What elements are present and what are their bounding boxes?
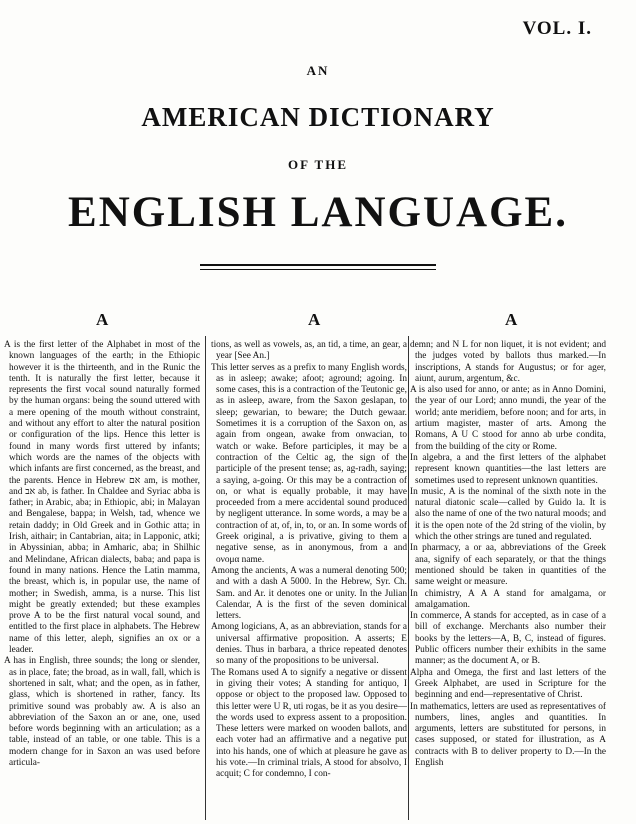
- column-letter-2: A: [308, 310, 321, 329]
- entry-paragraph: Alpha and Omega, the first and last letters of the Greek Alphabet, are used in Scripture for the beginning and end—representative of Christ.: [410, 667, 606, 701]
- entry-paragraph: In commerce, A stands for accepted, as in case of a bill of exchange. Merchants also number their books by the letters—A, B, C, instead of figures. Public officers number their exhibits in the same manner; as the document A, or B.: [410, 611, 606, 667]
- entry-paragraph: Among logicians, A, as an abbreviation, stands for a universal affirmative proposition. A asserts; E denies. Thus in barbara, a thrice repeated denotes so many of the propositions to be universal.: [211, 622, 407, 667]
- column-divider: [205, 336, 206, 820]
- entry-paragraph: A is also used for anno, or ante; as in Anno Domini, the year of our Lord; anno mundi, the year of the world; ante meridiem, before noon; and for arts, in artium magister, master of arts. Among the Romans, A U C stood for anno ab urbe condita, from the building of the city or Rome.: [410, 385, 606, 452]
- entry-paragraph: demn; and N L for non liquet, it is not evident; and the judges voted by ballots thus marked.—In inscriptions, A stands for Augustus; or for ager, aiunt, aurum, argentum, &c.: [410, 340, 606, 384]
- title-rule: [200, 264, 436, 270]
- dictionary-column-3: [410, 340, 606, 818]
- volume-label: VOL. I.: [522, 18, 592, 39]
- entry-paragraph: In pharmacy, a or aa, abbreviations of the Greek ana, signify of each separately, or that the things mentioned should be taken in quantities of the same weight or measure.: [410, 543, 606, 588]
- dictionary-column-1: [4, 340, 200, 818]
- entry-paragraph: tions, as well as vowels, as, an tid, a time, an gear, a year [See An.]: [211, 340, 407, 362]
- entry-paragraph: A has in English, three sounds; the long or slender, as in place, fate; the broad, as in wall, fall, which is shortened in salt, what; and the open, as in father, glass, which is shortened in rather, fancy. Its primitive sound was probably aw. A is also an abbreviation of the Saxon an or ane, one, used before words beginning with an articulation; as a table, instead of an table, or one table. This is a modern change for in Saxon an was used before articula-: [4, 656, 200, 768]
- column-letter-1: A: [96, 310, 109, 329]
- entry-paragraph: Among the ancients, A was a numeral denoting 500; and with a dash A 5000. In the Hebrew, Syr. Ch. Sam. and Ar. it denotes one or unity. In the Julian Calendar, A is the first of the seven dominical letters.: [211, 565, 407, 622]
- title-american-dictionary: AMERICAN DICTIONARY: [141, 102, 495, 132]
- dictionary-column-2: [211, 340, 407, 818]
- entry-paragraph: In music, A is the nominal of the sixth note in the natural diatonic scale—called by Guido la. It is also the name of one of the two natural moods; and it is the open note of the 2d string of the violin, by which the other strings are tuned and regulated.: [410, 486, 606, 543]
- entry-paragraph: In chimistry, A A A stand for amalgama, or amalgamation.: [410, 588, 606, 610]
- entry-paragraph: The Romans used A to signify a negative or dissent in giving their votes; A standing for antiquo, I oppose or object to the proposed law. Opposed to this letter were U R, uti rogas, be it as you desire—the words used to express assent to a proposition. These letters were marked on wooden ballots, and each voter had an affirmative and a negative put into his hands, one of which at pleasure he gave as his vote.—In criminal trials, A stood for absolvo, I acquit; C for condemno, I con-: [211, 667, 407, 780]
- column-letter-3: A: [505, 310, 518, 329]
- entry-paragraph: A is the first letter of the Alphabet in most of the known languages of the earth; in the Ethiopic however it is the thirteenth, and in the Runic the tenth. It is naturally the first letter, because it represents the first vocal sound naturally formed by the human organs: being the sound uttered with a mere opening of the mouth without constraint, and without any effort to alter the natural position or configuration of the lips. Hence this letter is found in many words first uttered by infants; which words are the names of the objects with which infants are first concerned, as the breast, and the parents. Hence in Hebrew אם am, is mother, and אב ab, is father. In Chaldee and Syriac abba is father; in Arabic, aba; in Ethiopic, abi; in Malayan and Bengalese, bappa; in Welsh, tad, whence we retain daddy; in Old Greek and in Gothic atta; in Irish, aithair; in Cantabrian, aita; in Lapponic, atki; in Abyssinian, abba; in Amharic, aba; in Shilhic and Melindane, African dialects, baba; and papa is found in many nations. Hence the Latin mamma, the breast, which is, in popular use, the name of mother; in Swedish, amma, is a nurse. This list might be greatly extended; but these examples prove A to be the first natural vocal sound, and entitled to the first place in alphabets. The Hebrew name of this letter, aleph, signifies an ox or a leader.: [4, 340, 200, 656]
- entry-paragraph: This letter serves as a prefix to many English words, as in asleep; awake; afoot; aground; agoing. In some cases, this is a contraction of the Teutonic ge, as in asleep, aware, from the Saxon geslapan, to sleep; gewarian, to beware; the Dutch gewaar. Sometimes it is a corruption of the Saxon on, as again from ongean, awake from onwacian, to watch or wake. Before participles, it may be a contraction of the Celtic ag, the sign of the participle of the present tense; as, ag-radh, saying; a saying, a-going. Or this may be a contraction of on, or what is equally probable, it may have proceeded from a mere accidental sound produced by negligent utterance. In some words, a may be a contraction of at, of, in, to, or an. In some words of Greek original, a is privative, giving to them a negative sense, as in anonymous, from a and ονομα name.: [211, 362, 407, 565]
- title-of-the: OF THE: [287, 157, 349, 172]
- column-divider: [408, 336, 409, 820]
- entry-paragraph: In mathematics, letters are used as representatives of numbers, lines, angles and quantities. In arguments, letters are substituted for persons, in cases supposed, or stated for illustration, as A contracts with B to deliver property to D.—In the English: [410, 701, 606, 768]
- entry-paragraph: In algebra, a and the first letters of the alphabet represent known quantities—the last letters are sometimes used to represent unknown quantities.: [410, 452, 606, 486]
- title-an: AN: [306, 63, 330, 78]
- title-english-language: ENGLISH LANGUAGE.: [68, 189, 568, 236]
